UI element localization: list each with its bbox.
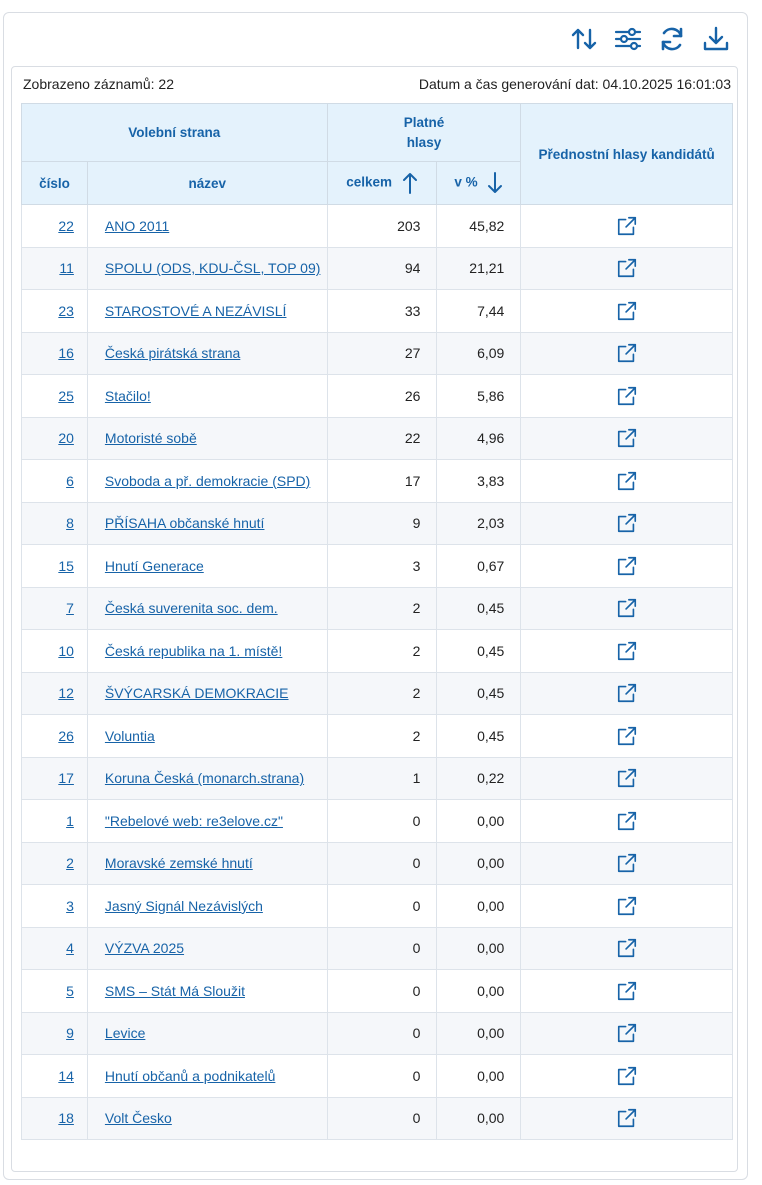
votes-total-cell: 94 [327, 247, 437, 290]
preferential-votes-cell [521, 715, 733, 758]
party-name-link[interactable]: Hnutí Generace [104, 557, 204, 574]
external-link-icon[interactable] [616, 555, 638, 577]
download-button[interactable] [701, 24, 731, 54]
party-number-cell [22, 970, 88, 1013]
header-valid-votes [327, 104, 521, 162]
party-name-cell [87, 1055, 327, 1098]
table-row [22, 205, 733, 248]
votes-total-cell: 203 [327, 205, 437, 248]
votes-percent-cell: 0,45 [437, 715, 521, 758]
votes-percent-cell: 7,44 [437, 290, 521, 333]
external-link-icon[interactable] [616, 300, 638, 322]
filter-button[interactable] [613, 24, 643, 54]
party-number-link[interactable]: 16 [58, 345, 74, 362]
table-row [22, 502, 733, 545]
results-container [11, 66, 738, 1172]
preferential-votes-cell [521, 885, 733, 928]
votes-percent-cell: 0,00 [437, 885, 521, 928]
external-link-icon[interactable] [616, 682, 638, 704]
party-number-cell [22, 502, 88, 545]
party-name-link[interactable]: Česká suverenita soc. dem. [104, 600, 278, 617]
party-number-link[interactable]: 26 [58, 727, 74, 744]
preferential-votes-cell [521, 757, 733, 800]
header-total[interactable] [327, 162, 437, 205]
table-row [22, 800, 733, 843]
external-link-icon[interactable] [616, 470, 638, 492]
table-row [22, 970, 733, 1013]
party-name-cell [87, 205, 327, 248]
preferential-votes-cell [521, 417, 733, 460]
party-number-cell [22, 205, 88, 248]
table-row [22, 757, 733, 800]
party-number-cell [22, 587, 88, 630]
votes-percent-cell: 4,96 [437, 417, 521, 460]
party-number-cell [22, 290, 88, 333]
votes-total-cell: 9 [327, 502, 437, 545]
party-number-link[interactable]: 11 [59, 260, 74, 277]
party-number-link[interactable]: 7 [66, 600, 74, 617]
party-number-cell [22, 672, 88, 715]
party-name-cell [87, 332, 327, 375]
external-link-icon[interactable] [616, 895, 638, 917]
external-link-icon[interactable] [616, 1065, 638, 1087]
party-name-link[interactable]: VÝZVA 2025 [104, 940, 185, 957]
party-name-link[interactable]: PŘÍSAHA občanské hnutí [104, 515, 265, 532]
party-name-cell [87, 715, 327, 758]
party-name-cell [87, 502, 327, 545]
party-number-link[interactable]: 9 [66, 1025, 74, 1042]
party-name-link[interactable]: Koruna Česká (monarch.strana) [104, 770, 305, 787]
preferential-votes-cell [521, 672, 733, 715]
party-name-link[interactable]: STAROSTOVÉ A NEZÁVISLÍ [104, 302, 287, 319]
records-count: Zobrazeno záznamů: 22 [23, 76, 174, 92]
votes-percent-cell: 0,00 [437, 1097, 521, 1140]
party-number-cell [22, 375, 88, 418]
party-name-link[interactable]: Stačilo! [104, 387, 151, 404]
party-name-cell [87, 290, 327, 333]
preferential-votes-cell [521, 545, 733, 588]
votes-percent-cell: 0,67 [437, 545, 521, 588]
sort-ascending-icon [402, 171, 418, 195]
table-row [22, 290, 733, 333]
party-number-link[interactable]: 5 [66, 982, 74, 999]
votes-total-cell: 17 [327, 460, 437, 503]
party-number-link[interactable]: 23 [58, 302, 74, 319]
external-link-icon[interactable] [616, 215, 638, 237]
external-link-icon[interactable] [616, 597, 638, 619]
preferential-votes-cell [521, 630, 733, 673]
party-name-link[interactable]: ANO 2011 [104, 217, 170, 234]
external-link-icon[interactable] [616, 767, 638, 789]
votes-percent-cell: 0,00 [437, 927, 521, 970]
votes-total-cell: 0 [327, 1055, 437, 1098]
party-name-cell [87, 1012, 327, 1055]
party-name-link[interactable]: Jasný Signál Nezávislých [104, 897, 263, 914]
external-link-icon[interactable] [616, 342, 638, 364]
party-name-link[interactable]: SPOLU (ODS, KDU-ČSL, TOP 09) [104, 260, 321, 277]
party-name-link[interactable]: Česká pirátská strana [104, 345, 241, 362]
results-panel [3, 12, 748, 1180]
table-row [22, 885, 733, 928]
party-number-link[interactable]: 3 [66, 897, 74, 914]
votes-percent-cell: 6,09 [437, 332, 521, 375]
party-name-cell [87, 375, 327, 418]
party-number-link[interactable]: 10 [58, 642, 74, 659]
table-row [22, 1012, 733, 1055]
header-total-label: celkem [346, 174, 393, 190]
external-link-icon[interactable] [616, 937, 638, 959]
sort-descending-icon [487, 171, 503, 195]
header-number: číslo [22, 162, 88, 205]
external-link-icon[interactable] [616, 1022, 638, 1044]
external-link-icon[interactable] [616, 427, 638, 449]
party-number-cell [22, 757, 88, 800]
party-name-link[interactable]: Svoboda a př. demokracie (SPD) [104, 472, 311, 489]
header-percent[interactable] [437, 162, 521, 205]
party-number-link[interactable]: 4 [66, 940, 74, 957]
table-row [22, 630, 733, 673]
party-name-cell [87, 757, 327, 800]
table-row [22, 375, 733, 418]
party-name-link[interactable]: Moravské zemské hnutí [104, 855, 253, 872]
party-name-link[interactable]: ŠVÝCARSKÁ DEMOKRACIE [104, 685, 289, 702]
party-number-cell [22, 800, 88, 843]
party-number-cell [22, 460, 88, 503]
preferential-votes-cell [521, 375, 733, 418]
votes-percent-cell: 0,00 [437, 842, 521, 885]
refresh-icon [658, 25, 686, 53]
external-link-icon[interactable] [616, 257, 638, 279]
table-row [22, 672, 733, 715]
preferential-votes-cell [521, 842, 733, 885]
party-number-link[interactable]: 17 [58, 770, 74, 787]
download-icon [702, 25, 730, 53]
external-link-icon[interactable] [616, 640, 638, 662]
header-party: Volební strana [22, 104, 328, 162]
party-name-cell [87, 970, 327, 1013]
votes-percent-cell: 0,22 [437, 757, 521, 800]
party-name-cell [87, 672, 327, 715]
party-name-link[interactable]: Hnutí občanů a podnikatelů [104, 1067, 276, 1084]
votes-percent-cell: 5,86 [437, 375, 521, 418]
table-row [22, 460, 733, 503]
party-number-cell [22, 417, 88, 460]
table-row [22, 927, 733, 970]
votes-total-cell: 22 [327, 417, 437, 460]
votes-total-cell: 2 [327, 672, 437, 715]
sort-button[interactable] [569, 24, 599, 54]
preferential-votes-cell [521, 1012, 733, 1055]
external-link-icon[interactable] [616, 725, 638, 747]
preferential-votes-cell [521, 970, 733, 1013]
party-name-link[interactable]: Motoristé sobě [104, 430, 197, 447]
party-number-cell [22, 545, 88, 588]
party-number-link[interactable]: 2 [66, 855, 74, 872]
votes-percent-cell: 0,00 [437, 800, 521, 843]
votes-total-cell: 1 [327, 757, 437, 800]
votes-percent-cell: 0,45 [437, 672, 521, 715]
party-number-cell [22, 842, 88, 885]
external-link-icon[interactable] [616, 980, 638, 1002]
party-number-cell [22, 1012, 88, 1055]
votes-total-cell: 0 [327, 1012, 437, 1055]
preferential-votes-cell [521, 247, 733, 290]
party-number-link[interactable]: 12 [58, 685, 74, 702]
party-number-link[interactable]: 6 [66, 472, 74, 489]
header-valid-votes-label: Platné hlasy [403, 114, 445, 150]
party-number-link[interactable]: 15 [58, 557, 74, 574]
party-name-cell [87, 630, 327, 673]
party-number-cell [22, 332, 88, 375]
votes-percent-cell: 0,45 [437, 630, 521, 673]
votes-total-cell: 0 [327, 1097, 437, 1140]
votes-percent-cell: 2,03 [437, 502, 521, 545]
votes-percent-cell: 45,82 [437, 205, 521, 248]
votes-total-cell: 2 [327, 715, 437, 758]
votes-percent-cell: 0,00 [437, 1055, 521, 1098]
party-number-cell [22, 885, 88, 928]
votes-total-cell: 0 [327, 842, 437, 885]
party-name-link[interactable]: Česká republika na 1. místě! [104, 642, 283, 659]
votes-total-cell: 33 [327, 290, 437, 333]
party-name-link[interactable]: Volt Česko [104, 1110, 172, 1127]
external-link-icon[interactable] [616, 852, 638, 874]
party-name-cell [87, 545, 327, 588]
preferential-votes-cell [521, 502, 733, 545]
results-table [21, 103, 733, 1140]
table-row [22, 587, 733, 630]
external-link-icon[interactable] [616, 512, 638, 534]
party-number-link[interactable]: 22 [58, 217, 74, 234]
party-number-link[interactable]: 1 [66, 812, 74, 829]
votes-total-cell: 27 [327, 332, 437, 375]
sort-icon [570, 25, 598, 53]
preferential-votes-cell [521, 205, 733, 248]
votes-total-cell: 26 [327, 375, 437, 418]
votes-percent-cell: 21,21 [437, 247, 521, 290]
party-number-cell [22, 927, 88, 970]
preferential-votes-cell [521, 332, 733, 375]
table-row [22, 1097, 733, 1140]
votes-total-cell: 0 [327, 800, 437, 843]
external-link-icon[interactable] [616, 385, 638, 407]
party-name-cell [87, 1097, 327, 1140]
party-name-link[interactable]: SMS – Stát Má Sloužit [104, 982, 245, 999]
party-name-cell [87, 247, 327, 290]
party-name-cell [87, 460, 327, 503]
party-name-cell [87, 417, 327, 460]
party-name-link[interactable]: Levice [104, 1025, 146, 1042]
party-number-cell [22, 630, 88, 673]
preferential-votes-cell [521, 1055, 733, 1098]
votes-total-cell: 3 [327, 545, 437, 588]
filter-icon [614, 25, 642, 53]
votes-total-cell: 2 [327, 587, 437, 630]
party-number-link[interactable]: 20 [58, 430, 74, 447]
toolbar [569, 23, 731, 55]
party-number-cell [22, 1055, 88, 1098]
votes-total-cell: 2 [327, 630, 437, 673]
preferential-votes-cell [521, 800, 733, 843]
party-number-cell [22, 1097, 88, 1140]
party-name-cell [87, 587, 327, 630]
refresh-button[interactable] [657, 24, 687, 54]
party-name-link[interactable]: Voluntia [104, 727, 155, 744]
party-name-cell [87, 842, 327, 885]
party-name-cell [87, 885, 327, 928]
table-row [22, 332, 733, 375]
votes-percent-cell: 0,00 [437, 970, 521, 1013]
party-number-link[interactable]: 18 [58, 1110, 74, 1127]
party-number-link[interactable]: 8 [66, 515, 74, 532]
preferential-votes-cell [521, 587, 733, 630]
party-number-link[interactable]: 14 [58, 1067, 74, 1084]
table-row [22, 715, 733, 758]
votes-percent-cell: 0,45 [437, 587, 521, 630]
header-percent-label: v % [454, 174, 478, 190]
table-meta [23, 76, 731, 96]
header-preferential: Přednostní hlasy kandidátů [521, 104, 733, 205]
preferential-votes-cell [521, 460, 733, 503]
preferential-votes-cell [521, 290, 733, 333]
table-row [22, 1055, 733, 1098]
votes-total-cell: 0 [327, 885, 437, 928]
table-row [22, 545, 733, 588]
preferential-votes-cell [521, 927, 733, 970]
votes-percent-cell: 0,00 [437, 1012, 521, 1055]
external-link-icon[interactable] [616, 1107, 638, 1129]
party-number-cell [22, 247, 88, 290]
external-link-icon[interactable] [616, 810, 638, 832]
party-name-cell [87, 927, 327, 970]
votes-total-cell: 0 [327, 927, 437, 970]
party-number-link[interactable]: 25 [58, 387, 74, 404]
table-row [22, 247, 733, 290]
party-name-cell [87, 800, 327, 843]
votes-percent-cell: 3,83 [437, 460, 521, 503]
party-name-link[interactable]: "Rebelové web: re3elove.cz" [104, 812, 283, 829]
votes-total-cell: 0 [327, 970, 437, 1013]
header-name: název [87, 162, 327, 205]
party-number-cell [22, 715, 88, 758]
generated-timestamp: Datum a čas generování dat: 04.10.2025 16:01:03 [418, 76, 731, 92]
table-row [22, 842, 733, 885]
table-row [22, 417, 733, 460]
preferential-votes-cell [521, 1097, 733, 1140]
